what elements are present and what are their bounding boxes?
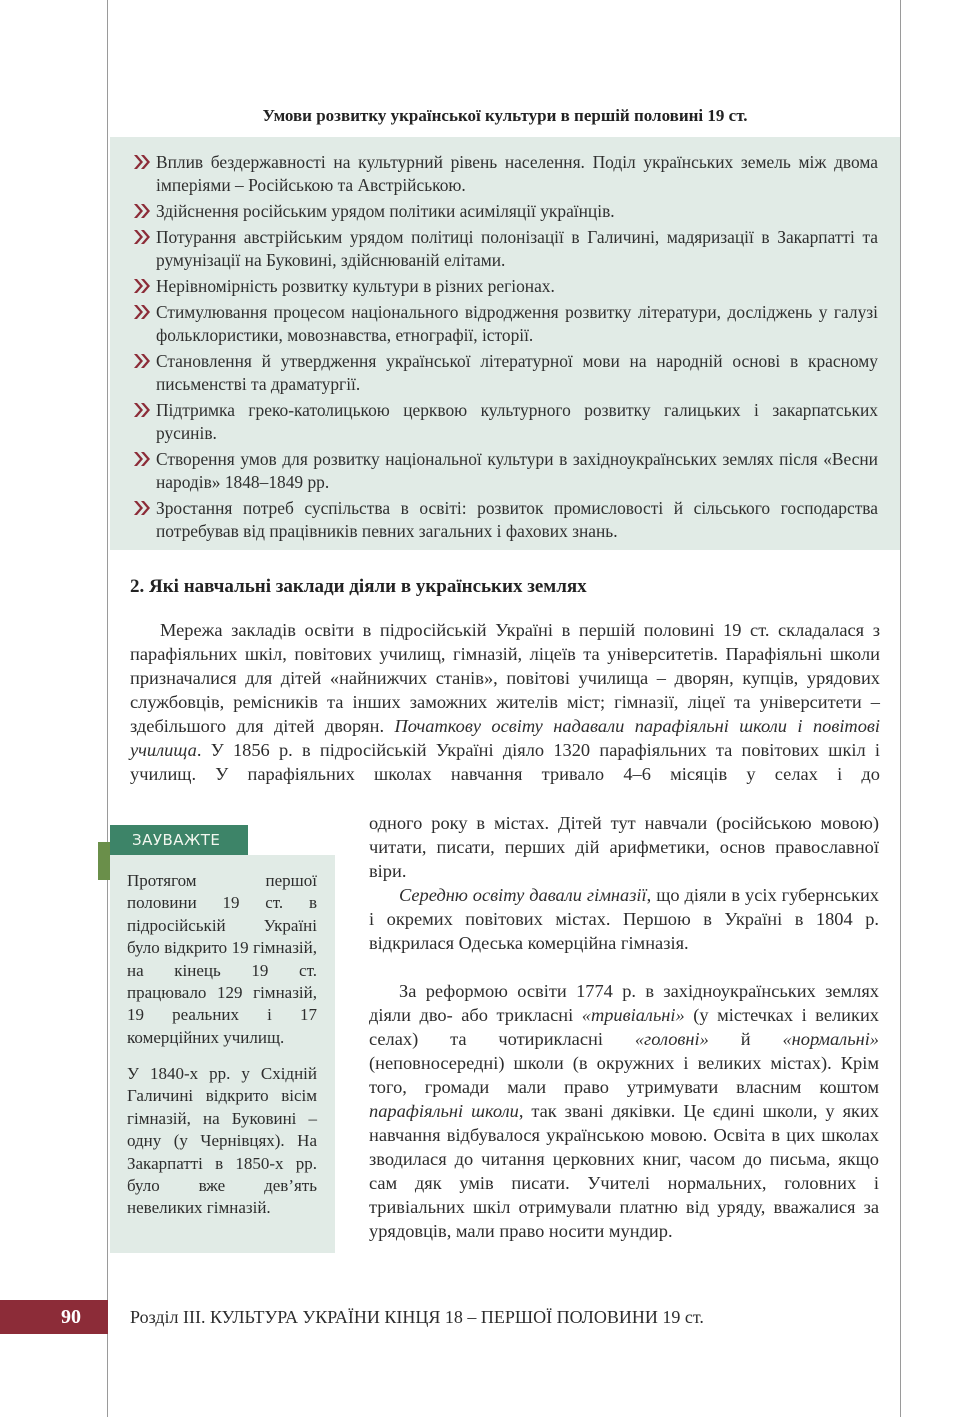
conditions-item-text: Підтримка греко-католицькою церквою культурного розвитку галицьких і закарпатських русинів. <box>156 400 878 443</box>
conditions-item-text: Вплив бездержавності на культурний рівень населення. Поділ українських земель між двома імперіями – Російською та Австрійською. <box>156 152 878 195</box>
double-chevron-icon <box>133 153 151 171</box>
paragraph-text: , так звані дяківки. Це єдині школи, у яких навчання відбувалося українською мовою. Освіта в цих школах зводилася до читання церковних книг, часом до письма, якщо сам дяк умів писати. Учителі нормальних, головних і тривіальних шкіл отримували платню від уряду, вважалися за урядовців, мали право носити мундир. <box>369 1101 879 1241</box>
double-chevron-icon <box>133 303 151 321</box>
paragraph-text: (у містечках і великих селах) та чотирикласні <box>369 1005 879 1049</box>
conditions-list <box>110 137 900 543</box>
paragraph-text: , що діяли в усіх губернських і окремих повітових містах. Першою в Україні в 1804 р. відкрилася Одеська комерційна гімназія. <box>369 885 879 953</box>
conditions-item <box>133 350 878 396</box>
emphasis-text: Середню освіту давали гімназії <box>399 885 647 905</box>
double-chevron-icon <box>133 277 151 295</box>
note-label: ЗАУВАЖТЕ <box>110 825 248 855</box>
conditions-item-text: Нерівномірність розвитку культури в різних регіонах. <box>156 276 555 296</box>
emphasis-text: «нормальні» <box>782 1029 879 1049</box>
note-text-2: У 1840-х рр. у Східній Галичині відкрито вісім гімназій, на Буковині – одну (у Чернівцях). На Закарпатті в 1850-х рр. було вже дев’ять невеликих гімназій. <box>127 1064 317 1218</box>
double-chevron-icon <box>133 228 151 246</box>
conditions-item-text: Створення умов для розвитку національної культури в західноукраїнських землях після «Весни народів» 1848–1849 рр. <box>156 449 878 492</box>
conditions-title: Умови розвитку української культури в першій половині 19 ст. <box>262 106 748 125</box>
double-chevron-icon <box>133 352 151 370</box>
conditions-item <box>133 275 878 298</box>
paragraph-text: . У 1856 р. в підросійській Україні діяло 1320 парафіяльних та повітових шкіл і училищ. У парафіяльних школах навчання тривало 4–6 місяців у селах і до <box>130 740 880 784</box>
paragraph-text: й <box>708 1029 783 1049</box>
conditions-item-text: Потурання австрійським урядом політиці полонізації в Галичині, мадяризації в Закарпатті та румунізації на Буковині, здійснюваній елітами. <box>156 227 878 270</box>
paragraph-secondary-education <box>369 883 879 955</box>
conditions-item-text: Становлення й утвердження української літературної мови на народній основі в красному письменстві та драматургії. <box>156 351 878 394</box>
conditions-item <box>133 301 878 347</box>
emphasis-text: Початкову освіту надавали парафіяльні школи і повітові училища <box>130 716 880 760</box>
section-heading: 2. Які навчальні заклади діяли в українських землях <box>130 576 587 597</box>
emphasis-text: «головні» <box>634 1029 709 1049</box>
conditions-item <box>133 497 878 543</box>
conditions-box <box>110 137 900 550</box>
conditions-item <box>133 226 878 272</box>
page-margin-line-right <box>900 0 901 1417</box>
double-chevron-icon <box>133 499 151 517</box>
conditions-item-text: Здійснення російським урядом політики асиміляції українців. <box>156 201 615 221</box>
conditions-item-text: Стимулювання процесом національного відродження розвитку літератури, досліджень у галузі фольклористики, мовознавства, етнографії, історії. <box>156 302 878 345</box>
note-text-1: Протягом першої половини 19 ст. в підросійській Україні було відкрито 19 гімназій, на кінець 19 ст. працювало 129 гімназій, 19 реальних і 17 комерційних училищ. <box>127 871 317 1047</box>
page-number: 90 <box>0 1300 108 1334</box>
paragraph-schools-russian-ukraine <box>130 618 880 786</box>
conditions-item <box>133 200 878 223</box>
conditions-item <box>133 151 878 197</box>
emphasis-text: парафіяльні школи <box>369 1101 519 1121</box>
double-chevron-icon <box>133 401 151 419</box>
footer-chapter-title: Розділ ІІІ. КУЛЬТУРА УКРАЇНИ КІНЦЯ 18 – ПЕРШОЇ ПОЛОВИНИ 19 ст. <box>130 1307 704 1327</box>
paragraph-text: Мережа закладів освіти в підросійській Україні в першій половині 19 ст. складалася з парафіяльних шкіл, повітових училищ, гімназій, ліцеїв та університетів. Парафіяльні школи призначалися для дітей «найнижчих станів», повітові училища – дворян, купців, урядових службовців, ремісників та інших заможних жителів міст; гімназії, ліцеї та університети – здебільшого для дітей дворян. <box>130 620 880 736</box>
conditions-item-text: Зростання потреб суспільства в освіті: розвиток промисловості й сільського господарства потребував від працівників певних загальних і фахових знань. <box>156 498 878 541</box>
conditions-item <box>133 448 878 494</box>
double-chevron-icon <box>133 202 151 220</box>
note-tab-fold <box>98 842 110 880</box>
page-margin-line-left <box>107 0 108 1417</box>
conditions-item <box>133 399 878 445</box>
emphasis-text: «тривіальні» <box>581 1005 685 1025</box>
paragraph-continuation: одного року в містах. Дітей тут навчали (російською мовою) читати, писати, перших дій арифметики, основ православної віри. <box>369 813 879 881</box>
paragraph-western-ukraine <box>369 979 879 1243</box>
double-chevron-icon <box>133 450 151 468</box>
paragraph-text: За реформою освіти 1774 р. в західноукраїнських землях діяли дво- або трикласні <box>369 981 879 1025</box>
paragraph-text: (неповносередні) школи (в окружних і великих містах). Крім того, громади мали право утримувати власним коштом <box>369 1053 879 1097</box>
